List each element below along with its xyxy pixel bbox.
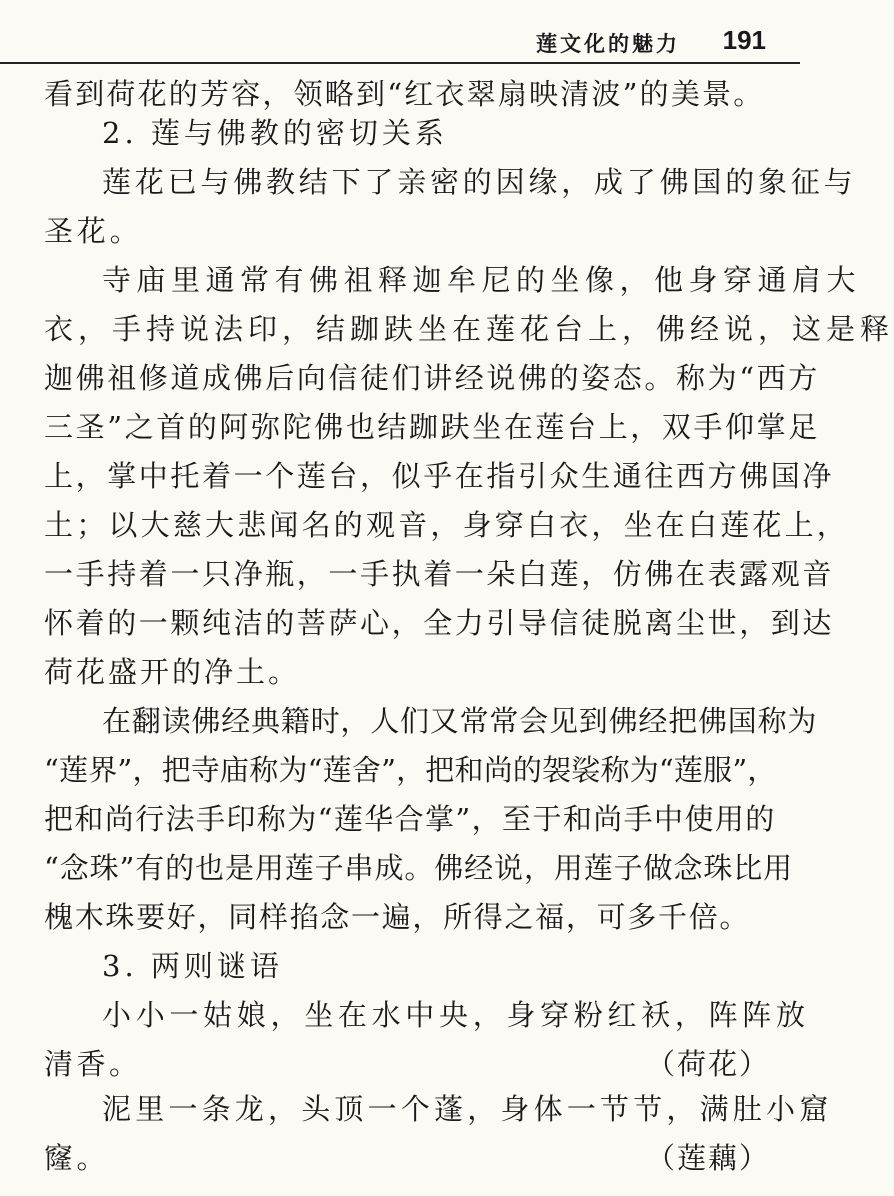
text-line-9: 上，掌中托着一个莲台，似乎在指引众生通往西方佛国净 bbox=[44, 459, 835, 493]
text-line-16: 把和尚行法手印称为“莲华合掌”，至于和尚手中使用的 bbox=[44, 802, 776, 836]
text-line-17: “念珠”有的也是用莲子串成。佛经说，用莲子做念珠比用 bbox=[44, 851, 794, 885]
section-heading-3: 3. 两则谜语 bbox=[102, 949, 283, 983]
riddle-1-line-1: 小小一姑娘，坐在水中央，身穿粉红袄，阵阵放 bbox=[102, 998, 810, 1032]
riddle-1-answer: （荷花） bbox=[645, 1047, 770, 1081]
text-line-10: 土；以大慈大悲闻名的观音，身穿白衣，坐在白莲花上， bbox=[44, 508, 850, 542]
text-line-15: “莲界”，把寺庙称为“莲舍”，把和尚的袈裟称为“莲服”， bbox=[44, 753, 777, 787]
text-line-6: 衣，手持说法印，结跏趺坐在莲花台上，佛经说，这是释 bbox=[44, 312, 894, 346]
section-heading-2: 2. 莲与佛教的密切关系 bbox=[102, 116, 448, 150]
riddle-1-line-2: 清香。 bbox=[44, 1047, 142, 1081]
text-line-5: 寺庙里通常有佛祖释迦牟尼的坐像，他身穿通肩大 bbox=[102, 263, 862, 297]
text-line-7: 迦佛祖修道成佛后向信徒们讲经说佛的姿态。称为“西方 bbox=[44, 361, 820, 395]
running-header-title: 莲文化的魅力 bbox=[536, 32, 680, 56]
riddle-2-line-2: 窿。 bbox=[44, 1141, 110, 1175]
text-line-8: 三圣”之首的阿弥陀佛也结跏趺坐在莲台上，双手仰掌足 bbox=[44, 410, 820, 444]
riddle-2-line-1: 泥里一条龙，头顶一个蓬，身体一节节，满肚小窟 bbox=[102, 1092, 833, 1126]
header-rule bbox=[0, 62, 800, 64]
text-line-13: 荷花盛开的净土。 bbox=[44, 655, 301, 689]
text-line-11: 一手持着一只净瓶，一手执着一朵白莲，仿佛在表露观音 bbox=[44, 557, 835, 591]
page-number: 191 bbox=[722, 25, 766, 55]
text-line-12: 怀着的一颗纯洁的菩萨心，全力引导信徒脱离尘世，到达 bbox=[44, 606, 835, 640]
text-line-18: 槐木珠要好，同样掐念一遍，所得之福，可多千倍。 bbox=[44, 900, 751, 934]
text-line-3: 莲花已与佛教结下了亲密的因缘，成了佛国的象征与 bbox=[102, 165, 857, 199]
riddle-2-answer: （莲藕） bbox=[645, 1141, 770, 1175]
text-line-14: 在翻读佛经典籍时，人们又常常会见到佛经把佛国称为 bbox=[102, 704, 818, 738]
text-line-4: 圣花。 bbox=[44, 214, 143, 248]
text-line-1: 看到荷花的芳容，领略到“红衣翠扇映清波”的美景。 bbox=[44, 77, 765, 111]
